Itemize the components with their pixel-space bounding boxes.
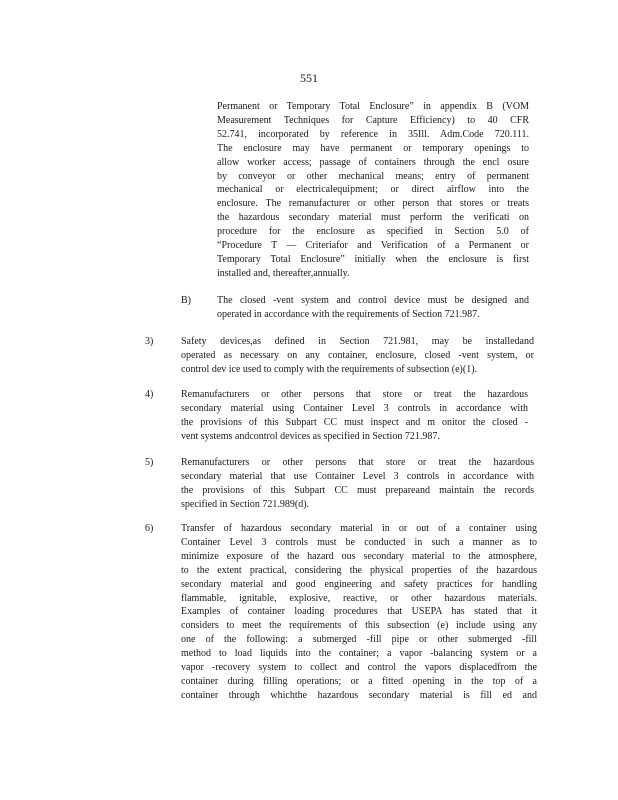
text-line: container through whichthe hazardous secondary material is fill ed and bbox=[181, 689, 537, 701]
text-line: control dev ice used to comply with the requirements of subsection (e)(1). bbox=[181, 363, 478, 375]
text-line: mechanical or electricalequipment; or direct airflow into the bbox=[217, 184, 529, 196]
item-6-paragraph bbox=[181, 522, 537, 703]
item-marker-5: 5) bbox=[145, 457, 154, 468]
text-line: Temporary Total Enclosure” initially when the enclosure is first bbox=[217, 253, 529, 265]
item-3-paragraph bbox=[181, 335, 534, 377]
text-line: Examples of container loading procedures that USEPA has stated that it bbox=[181, 606, 537, 618]
text-line: allow worker access; passage of containers through the encl osure bbox=[217, 156, 529, 168]
text-line: “Procedure T — Criteriafor and Verification of a Permanent or bbox=[217, 240, 529, 252]
text-line: flammable, ignitable, explosive, reactive, or other hazardous materials. bbox=[181, 592, 537, 604]
text-line: by conveyor or other mechanical means; entry of permanent bbox=[217, 170, 529, 182]
item-5-paragraph bbox=[181, 456, 534, 512]
text-line: container during filling operations; or a fitted opening in the top of a bbox=[181, 675, 537, 687]
enclosure-continuation-paragraph bbox=[217, 100, 529, 281]
item-marker-4: 4) bbox=[145, 389, 154, 400]
text-line: 52.741, incorporated by reference in 35Ill. Adm.Code 720.111. bbox=[217, 128, 529, 140]
text-line: Transfer of hazardous secondary material in or out of a container using bbox=[181, 523, 537, 534]
text-line: Safety devices,as defined in Section 721.981, may be installedand bbox=[181, 336, 534, 347]
text-line: one of the following: a submerged -fill pipe or other submerged -fill bbox=[181, 634, 537, 646]
text-line: The closed -vent system and control device must be designed and bbox=[217, 295, 529, 306]
text-line: Measurement Techniques for Capture Efficiency) to 40 CFR bbox=[217, 114, 529, 126]
page-number: 551 bbox=[300, 71, 318, 85]
item-marker-6: 6) bbox=[145, 523, 154, 534]
text-line: vapor -recovery system to collect and control the vapors displacedfrom the bbox=[181, 662, 537, 674]
text-line: secondary material and good engineering and safety practices for handling bbox=[181, 578, 537, 590]
item-4-paragraph bbox=[181, 388, 528, 444]
text-line: The enclosure may have permanent or temporary openings to bbox=[217, 142, 529, 154]
item-marker-b: B) bbox=[181, 295, 191, 306]
text-line: secondary material that use Container Level 3 controls in accordance with bbox=[181, 470, 534, 482]
text-line: specified in Section 721.989(d). bbox=[181, 498, 310, 510]
text-line: enclosure. The remanufacturer or other person that stores or treats bbox=[217, 198, 529, 210]
text-line: installed and, thereafter,annually. bbox=[217, 267, 350, 279]
text-line: Container Level 3 controls must be conducted in such a manner as to bbox=[181, 536, 537, 548]
text-line: method to load liquids into the container; a vapor -balancing system or a bbox=[181, 648, 537, 660]
text-line: operated in accordance with the requirements of Section 721.987. bbox=[217, 308, 480, 320]
item-b-paragraph bbox=[217, 294, 529, 322]
text-line: Permanent or Temporary Total Enclosure” in appendix B (VOM bbox=[217, 101, 529, 112]
item-marker-3: 3) bbox=[145, 336, 154, 347]
text-line: operated as necessary on any container, enclosure, closed -vent system, or bbox=[181, 349, 534, 361]
text-line: the hazardous secondary material must perform the verificati on bbox=[217, 212, 529, 224]
text-line: minimize exposure of the hazard ous secondary material to the atmosphere, bbox=[181, 550, 537, 562]
text-line: procedure for the enclosure as specified in Section 5.0 of bbox=[217, 226, 529, 238]
text-line: Remanufacturers or other persons that store or treat the hazardous bbox=[181, 457, 534, 468]
text-line: Remanufacturers or other persons that store or treat the hazardous bbox=[181, 389, 528, 400]
text-line: to the extent practical, considering the physical properties of the hazardous bbox=[181, 564, 537, 576]
text-line: secondary material using Container Level 3 controls in accordance with bbox=[181, 402, 528, 414]
text-line: considers to meet the requirements of this subsection (e) include using any bbox=[181, 620, 537, 632]
text-line: the provisions of this Subpart CC must prepareand maintain the records bbox=[181, 484, 534, 496]
text-line: the provisions of this Subpart CC must inspect and m onitor the closed - bbox=[181, 416, 528, 428]
text-line: vent systems andcontrol devices as specified in Section 721.987. bbox=[181, 430, 440, 442]
